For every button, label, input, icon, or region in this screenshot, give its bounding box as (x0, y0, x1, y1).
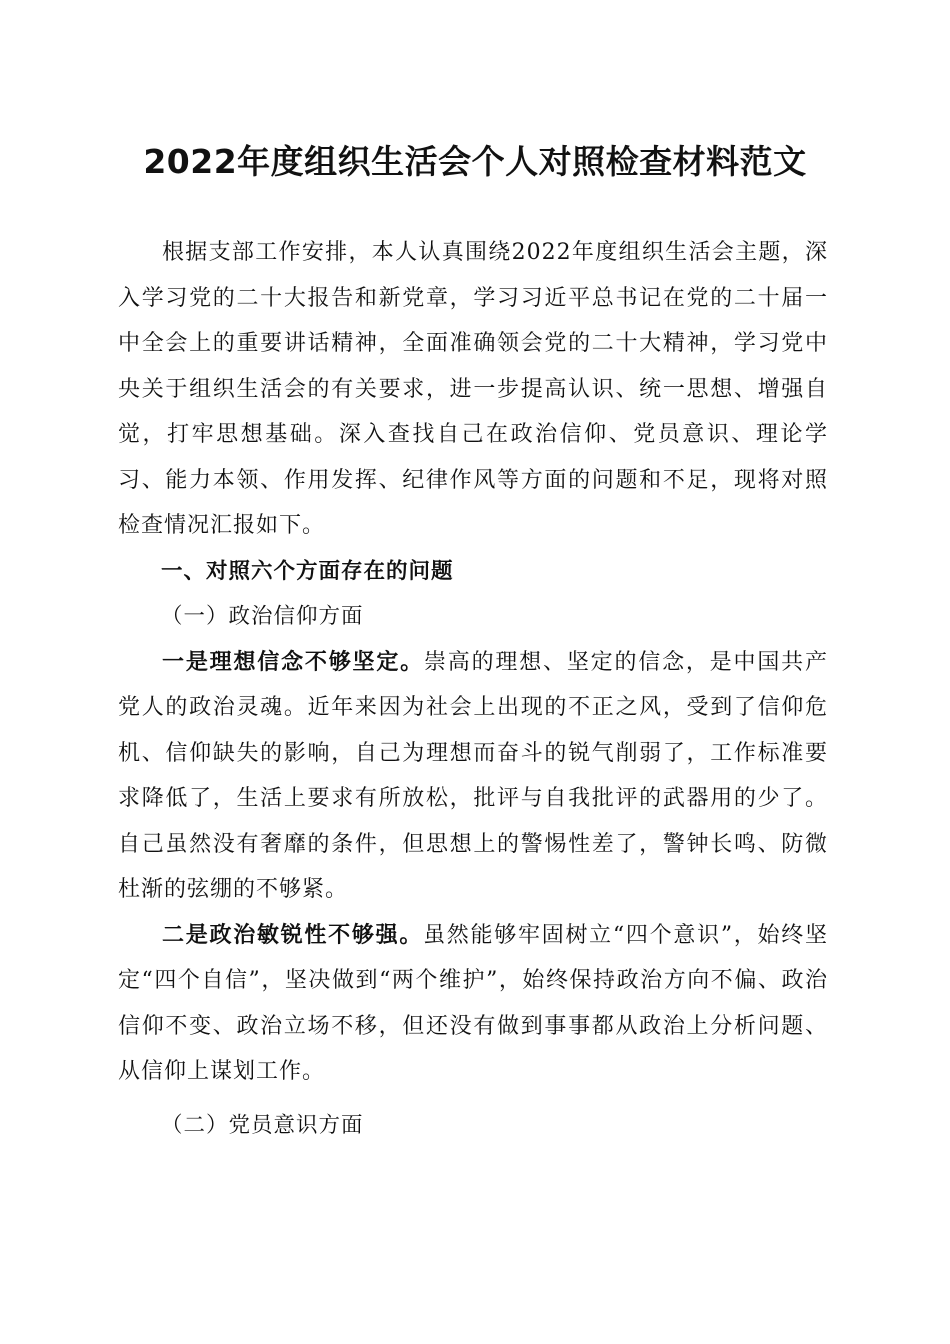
paragraph-ideals-belief (118, 640, 828, 913)
item2-text: 虽然能够牢固树立“四个意识”，始终坚定“四个自信”，坚决做到“两个维护”，始终保持政治方向不偏、政治信仰不变、政治立场不移，但还没有做到事事都从政治上分析问题、从信仰上谋划工作。 (118, 922, 828, 1084)
item2-lead: 二是政治敏锐性不够强。 (162, 922, 424, 948)
intro-paragraph: 根据支部工作安排，本人认真围绕2022年度组织生活会主题，深入学习党的二十大报告和新党章，学习习近平总书记在党的二十届一中全会上的重要讲话精神，全面准确领会党的二十大精神，学习党中央关于组织生活会的有关要求，进一步提高认识、统一思想、增强自觉，打牢思想基础。深入查找自己在政治信仰、党员意识、理论学习、能力本领、作用发挥、纪律作风等方面的问题和不足，现将对照检查情况汇报如下。 (118, 240, 828, 538)
item1-lead: 一是理想信念不够坚定。 (162, 649, 424, 675)
subsection-heading-party-awareness: （二）党员意识方面 (161, 1112, 364, 1138)
item1-text: 崇高的理想、坚定的信念，是中国共产党人的政治灵魂。近年来因为社会上出现的不正之风，受到了信仰危机、信仰缺失的影响，自己为理想而奋斗的锐气削弱了，工作标准要求降低了，生活上要求有所放松，批评与自我批评的武器用的少了。自己虽然没有奢靡的条件，但思想上的警惕性差了，警钟长鸣、防微杜渐的弦绷的不够紧。 (118, 649, 828, 902)
document-title: 2022年度组织生活会个人对照检查材料范文 (143, 142, 807, 181)
paragraph-spacer (118, 1095, 828, 1103)
paragraph-political-sensitivity (118, 913, 828, 1095)
section-heading-1: 一、对照六个方面存在的问题 (161, 558, 454, 584)
document-body (118, 230, 828, 1148)
subsection-heading-political-belief: （一）政治信仰方面 (161, 604, 364, 629)
